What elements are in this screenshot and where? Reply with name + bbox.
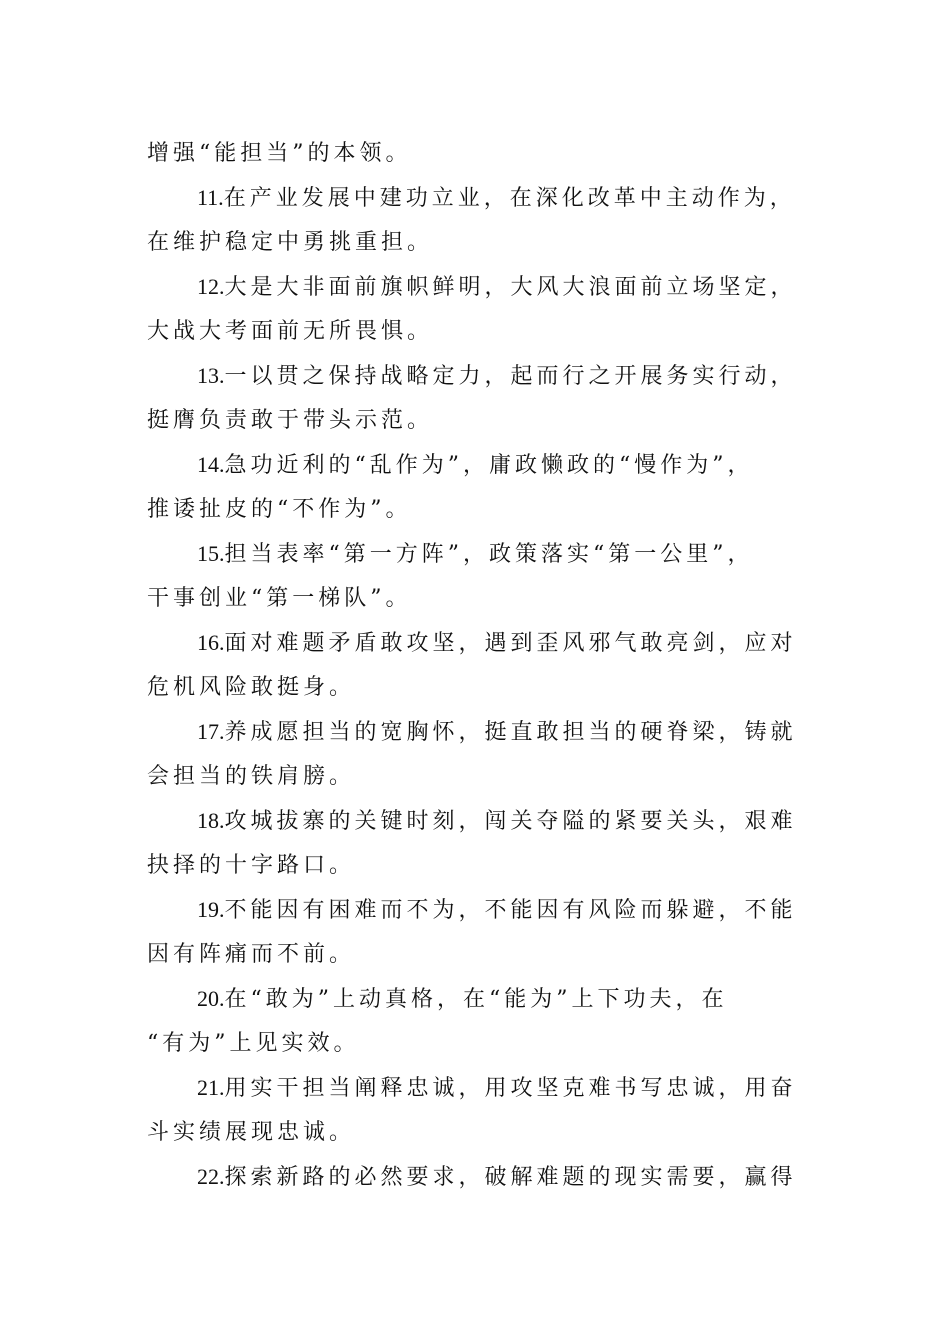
item-number: 13. xyxy=(197,362,225,388)
line-text: 抉择的十字路口。 xyxy=(147,853,356,878)
item-number: 17. xyxy=(197,718,225,744)
item-13-line-2 xyxy=(147,398,812,443)
text-line-1 xyxy=(147,131,812,176)
item-21-line-1 xyxy=(147,1066,812,1111)
line-text: 在“敢为”上动真格，在“能为”上下功夫，在 xyxy=(224,986,728,1012)
item-number: 19. xyxy=(197,896,225,922)
line-text: 会担当的铁肩膀。 xyxy=(147,764,356,789)
item-number: 16. xyxy=(197,629,225,655)
line-text: 用实干担当阐释忠诚，用攻坚克难书写忠诚，用奋 xyxy=(224,1075,797,1101)
line-text: 攻城拔寨的关键时刻，闯关夺隘的紧要关头，艰难 xyxy=(224,808,797,834)
line-text: 养成愿担当的宽胸怀，挺直敢担当的硬脊梁，铸就 xyxy=(224,719,797,745)
item-16-line-1 xyxy=(147,621,812,666)
line-text: 大是大非面前旗帜鲜明，大风大浪面前立场坚定， xyxy=(224,274,797,300)
line-text: 大战大考面前无所畏惧。 xyxy=(147,319,434,344)
line-text: 挺膺负责敢于带头示范。 xyxy=(147,408,434,433)
item-18-line-2 xyxy=(147,843,812,888)
line-text: 急功近利的“乱作为”，庸政懒政的“慢作为”， xyxy=(224,452,754,478)
item-number: 18. xyxy=(197,807,225,833)
line-text: 推诿扯皮的“不作为”。 xyxy=(147,497,412,522)
item-19-line-1 xyxy=(147,888,812,933)
item-21-line-2 xyxy=(147,1110,812,1155)
line-text: 干事创业“第一梯队”。 xyxy=(147,586,412,611)
item-12-line-2 xyxy=(147,309,812,354)
item-number: 22. xyxy=(197,1163,225,1189)
line-text: 一以贯之保持战略定力，起而行之开展务实行动， xyxy=(224,363,797,389)
line-text: 在维护稳定中勇挑重担。 xyxy=(147,230,434,255)
item-number: 20. xyxy=(197,985,225,1011)
item-14-line-2 xyxy=(147,487,812,532)
item-19-line-2 xyxy=(147,932,812,977)
item-15-line-2 xyxy=(147,576,812,621)
item-number: 21. xyxy=(197,1074,225,1100)
item-16-line-2 xyxy=(147,665,812,710)
item-17-line-2 xyxy=(147,754,812,799)
item-15-line-1 xyxy=(147,532,812,577)
line-text: 探索新路的必然要求，破解难题的现实需要，赢得 xyxy=(224,1164,797,1190)
item-20-line-1 xyxy=(147,977,812,1022)
item-number: 11. xyxy=(197,184,224,210)
line-text: “有为”上见实效。 xyxy=(147,1031,360,1056)
item-13-line-1 xyxy=(147,354,812,399)
item-number: 12. xyxy=(197,273,225,299)
item-12-line-1 xyxy=(147,265,812,310)
item-11-line-2 xyxy=(147,220,812,265)
item-20-line-2 xyxy=(147,1021,812,1066)
line-text: 危机风险敢挺身。 xyxy=(147,675,356,700)
line-text: 不能因有困难而不为，不能因有风险而躲避，不能 xyxy=(224,897,797,923)
item-18-line-1 xyxy=(147,799,812,844)
document-body xyxy=(147,131,812,1199)
line-text: 因有阵痛而不前。 xyxy=(147,942,356,967)
item-number: 15. xyxy=(197,540,225,566)
line-text: 担当表率“第一方阵”，政策落实“第一公里”， xyxy=(224,541,754,567)
line-text: 斗实绩展现忠诚。 xyxy=(147,1120,356,1145)
line-text: 面对难题矛盾敢攻坚，遇到歪风邪气敢亮剑，应对 xyxy=(224,630,797,656)
item-22-line-1 xyxy=(147,1155,812,1200)
item-number: 14. xyxy=(197,451,225,477)
item-11-line-1 xyxy=(147,176,812,221)
line-text: 增强“能担当”的本领。 xyxy=(147,141,412,166)
line-text: 在产业发展中建功立业，在深化改革中主动作为， xyxy=(223,185,796,211)
item-14-line-1 xyxy=(147,443,812,488)
item-17-line-1 xyxy=(147,710,812,755)
